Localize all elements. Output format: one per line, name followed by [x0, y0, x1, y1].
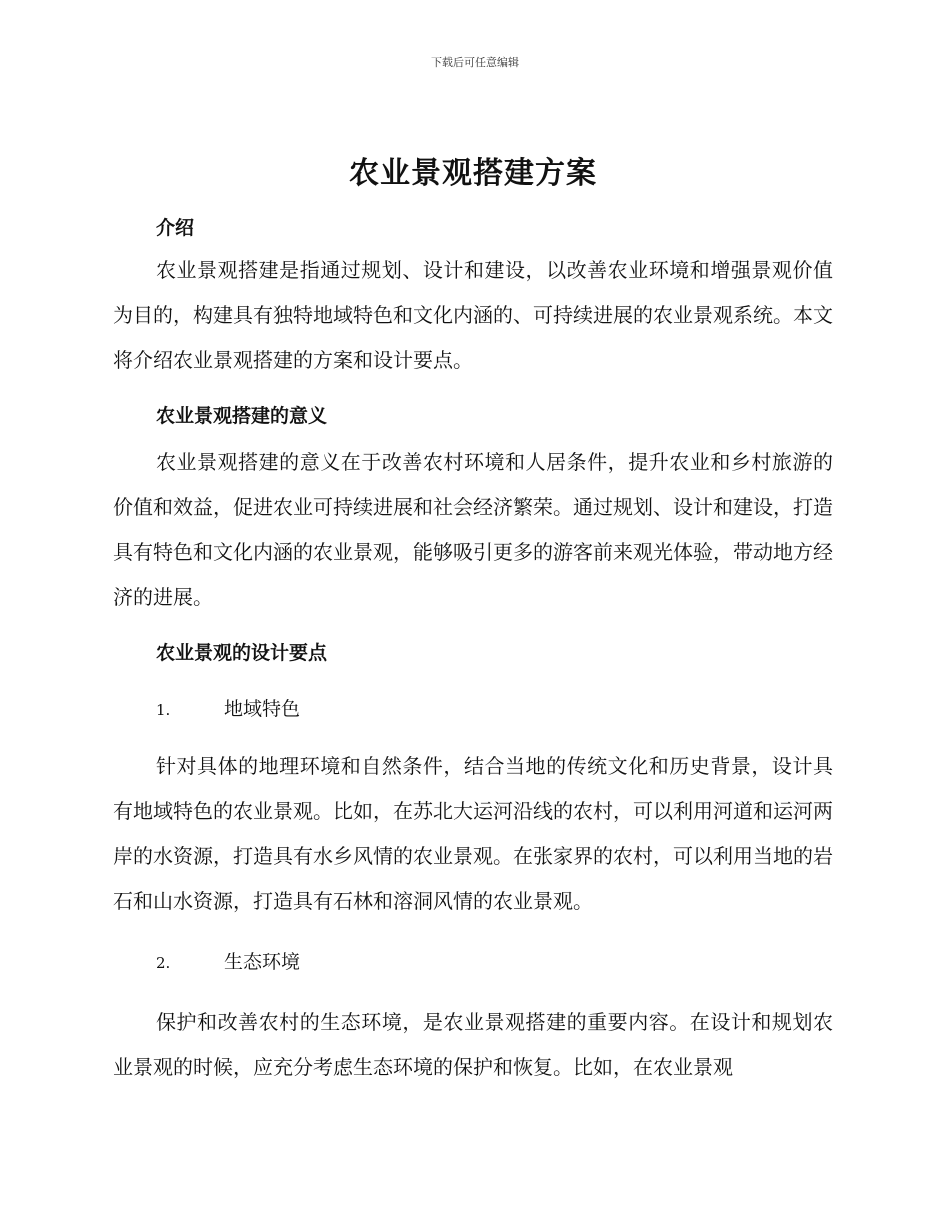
list-number: 2. — [156, 954, 171, 972]
paragraph-regional-features: 针对具体的地理环境和自然条件，结合当地的传统文化和历史背景，设计具有地域特色的农业景观。比如，在苏北大运河沿线的农村，可以利用河道和运河两岸的水资源，打造具有水乡风情的农业景观。在张家界的农村，可以利用当地的岩石和山水资源，打造具有石林和溶洞风情的农业景观。 — [113, 754, 833, 913]
list-label: 生态环境 — [224, 951, 301, 973]
section-heading-meaning: 农业景观搭建的意义 — [156, 405, 328, 427]
paragraph-ecological-environment: 保护和改善农村的生态环境，是农业景观搭建的重要内容。在设计和规划农业景观的时候，应充分考虑生态环境的保护和恢复。比如，在农业景观 — [113, 1010, 833, 1079]
list-item-ecological-environment — [113, 942, 833, 982]
section-heading-design: 农业景观的设计要点 — [156, 642, 328, 664]
paragraph-intro: 农业景观搭建是指通过规划、设计和建设，以改善农业环境和增强景观价值为目的，构建具有独特地域特色和文化内涵的、可持续进展的农业景观系统。本文将介绍农业景观搭建的方案和设计要点。 — [113, 258, 833, 372]
document-title: 农业景观搭建方案 — [349, 156, 597, 191]
document-body — [113, 150, 833, 1090]
header-note: 下载后可任意编辑 — [431, 56, 519, 69]
list-label: 地域特色 — [224, 698, 301, 720]
paragraph-meaning: 农业景观搭建的意义在于改善农村环境和人居条件，提升农业和乡村旅游的价值和效益，促进农业可持续进展和社会经济繁荣。通过规划、设计和建设，打造具有特色和文化内涵的农业景观，能够吸引更多的游客前来观光体验，带动地方经济的进展。 — [113, 450, 833, 609]
list-item-regional-features — [113, 689, 833, 729]
section-heading-intro: 介绍 — [156, 217, 195, 239]
list-number: 1. — [156, 701, 171, 719]
